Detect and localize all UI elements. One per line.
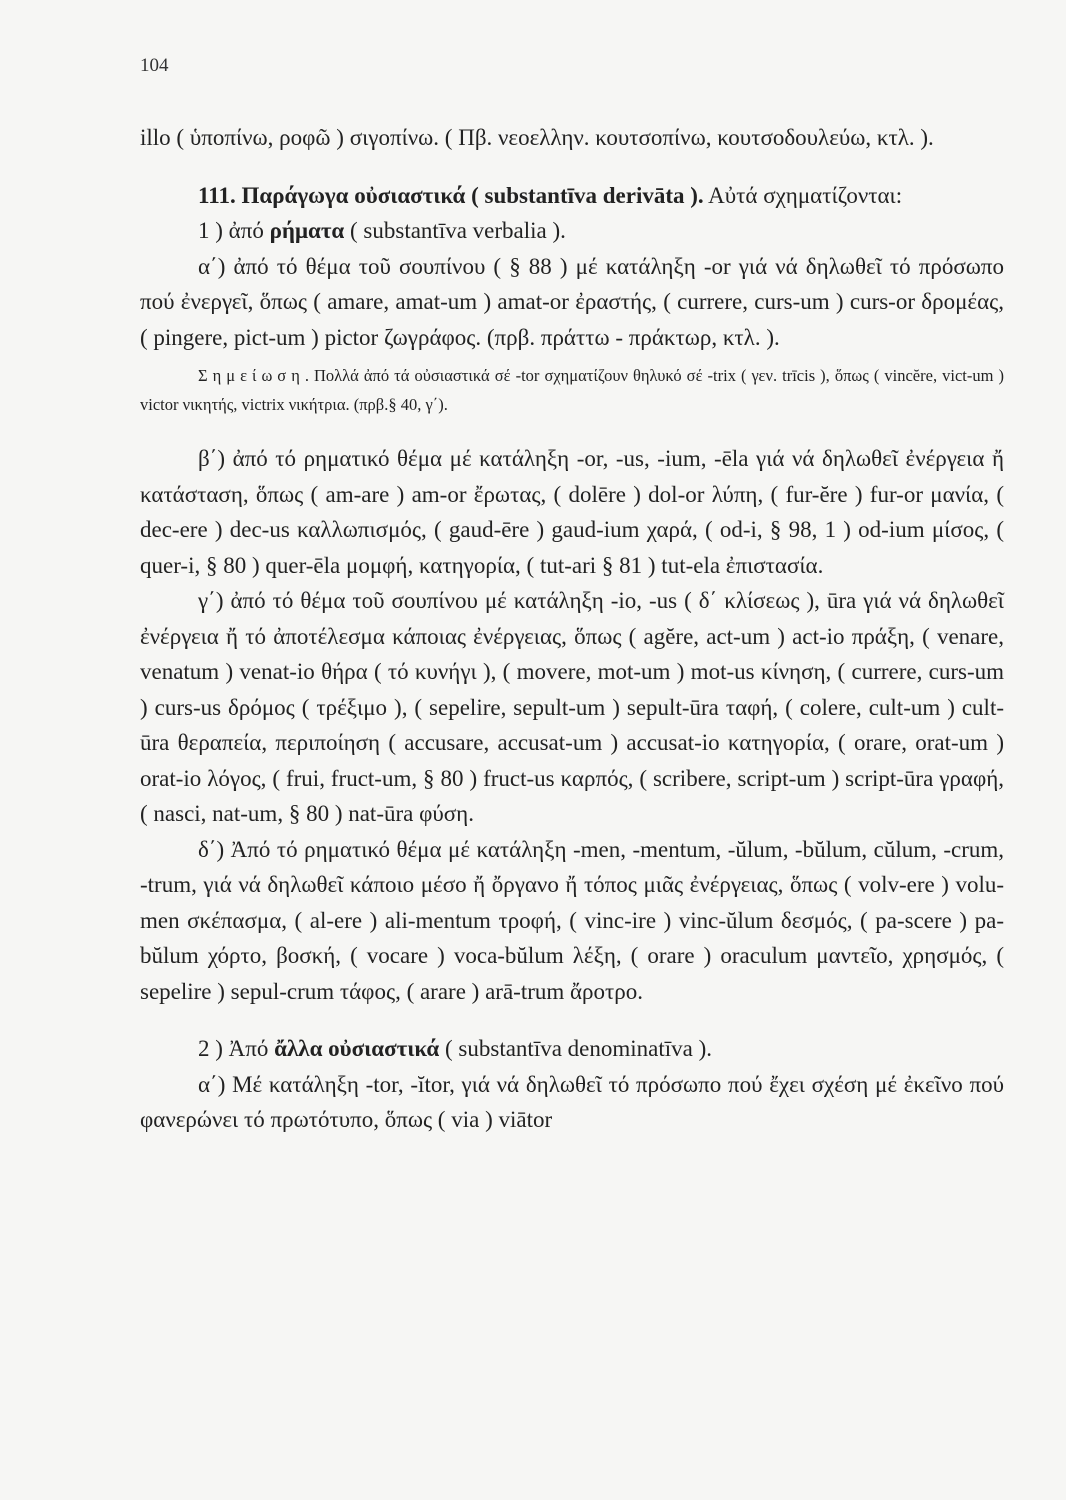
section-heading: Παράγωγα οὐσιαστικά ( substantīva derivāta ). — [241, 182, 704, 208]
paragraph-alpha: α΄) ἀπό τό θέμα τοῦ σουπίνου ( § 88 ) μέ κατάληξη -or γιά νά δηλωθεῖ τό πρόσωπο πού ἐνεργεῖ, ὅπως ( amare, amat-um ) amat-or ἐραστής, ( currere, curs-um ) curs-or δρομέας, ( pingere, pict-um ) pictor ζωγράφος. (πρβ. πράττω - πράκτωρ, κτλ. ). — [140, 253, 1004, 350]
subsection-2-latin: ( substantīva denominatīva ). — [445, 1036, 713, 1061]
paragraph-alpha-2: α΄) Μέ κατάληξη -tor, -ĭtor, γιά νά δηλωθεῖ τό πρόσωπο πού ἔχει σχέση μέ ἐκεῖνο πού φανερώνει τό πρωτότυπο, ὅπως ( via ) viātor — [140, 1071, 1004, 1132]
page-number: 104 — [140, 55, 169, 76]
paragraph-gamma: γ΄) ἀπό τό θέμα τοῦ σουπίνου μέ κατάληξη -io, -us ( δ΄ κλίσεως ), ūra γιά νά δηλωθεῖ ἐνέργεια ἤ τό ἀποτέλεσμα κάποιας ἐνέργειας, ὅπως ( agĕre, act-um ) act-io πράξη, ( venare, venatum ) venat-io θήρα ( τό κυνήγι ), ( movere, mot-um ) mot-us κίνηση, ( currere, curs-um ) curs-us δρόμος ( τρέξιμο ), ( sepelire, sepult-um ) sepult-ūra ταφή, ( colere, cult-um ) cult-ūra θεραπεία, περιποίηση ( accusare, accusat-um ) accusat-io κατηγορία, ( orare, orat-um ) orat-io λόγος, ( frui, fruct-um, § 80 ) fruct-us καρπός, ( scribere, script-um ) script-ūra γραφή, ( nasci, nat-um, § 80 ) nat-ūra φύση. — [140, 588, 1004, 826]
subsection-1-term: ρήματα — [269, 218, 345, 243]
note — [140, 361, 1004, 419]
subsection-2-number: 2 ) Ἀπό — [198, 1036, 269, 1061]
section-number: 111. — [198, 182, 236, 208]
paragraph-beta: β΄) ἀπό τό ρηματικό θέμα μέ κατάληξη -or, -us, -ium, -ēla γιά νά δηλωθεῖ ἐνέργεια ἤ κατάσταση, ὅπως ( am-are ) am-or ἔρωτας, ( dolēre ) dol-or λύπη, ( fur-ĕre ) fur-or μανία, ( dec-ere ) dec-us καλλωπισμός, ( gaud-ēre ) gaud-ium χαρά, ( od-i, § 98, 1 ) od-ium μίσος, ( quer-i, § 80 ) quer-ēla μομφή, κατηγορία, ( tut-ari § 81 ) tut-ela ἐπιστασία. — [140, 446, 1004, 578]
page-body — [140, 120, 1004, 1138]
subsection-1-number: 1 ) ἀπό — [198, 218, 264, 243]
section-intro: Αὐτά σχηματίζονται: — [708, 182, 903, 208]
subsection-1 — [140, 213, 1004, 249]
subsection-1-latin: ( substantīva verbalia ). — [350, 218, 566, 243]
note-label: Σημείωση — [198, 366, 305, 385]
note-text: . Πολλά ἀπό τά οὐσιαστικά σέ -tor σχηματίζουν θηλυκό σέ -trix ( γεν. trīcis ), ὅπως ( vincĕre, vict-um ) victor νικητής, victrix νικήτρια. (πρβ.§ 40, γ΄). — [140, 366, 1004, 414]
subsection-2 — [140, 1031, 1004, 1067]
paragraph-illo: illo ( ὑποπίνω, ροφῶ ) σιγοπίνω. ( Πβ. νεοελλην. κουτσοπίνω, κουτσοδουλεύω, κτλ. ). — [140, 125, 934, 150]
section-111 — [140, 178, 1004, 214]
paragraph-delta: δ΄) Ἀπό τό ρηματικό θέμα μέ κατάληξη -men, -mentum, -ŭlum, -bŭlum, cŭlum, -crum, -trum, γιά νά δηλωθεῖ κάποιο μέσο ἤ ὄργανο ἤ τόπος μιᾶς ἐνέργειας, ὅπως ( volv-ere ) volu-men σκέπασμα, ( al-ere ) ali-mentum τροφή, ( vinc-ire ) vinc-ŭlum δεσμός, ( pa-scere ) pa-bŭlum χόρτο, βοσκή, ( vocare ) voca-bŭlum λέξη, ( orare ) oraculum μαντεῖο, χρησμός, ( sepelire ) sepul-crum τάφος, ( arare ) arā-trum ἄροτρο. — [140, 836, 1004, 1004]
subsection-2-term: ἄλλα οὐσιαστικά — [274, 1036, 440, 1061]
